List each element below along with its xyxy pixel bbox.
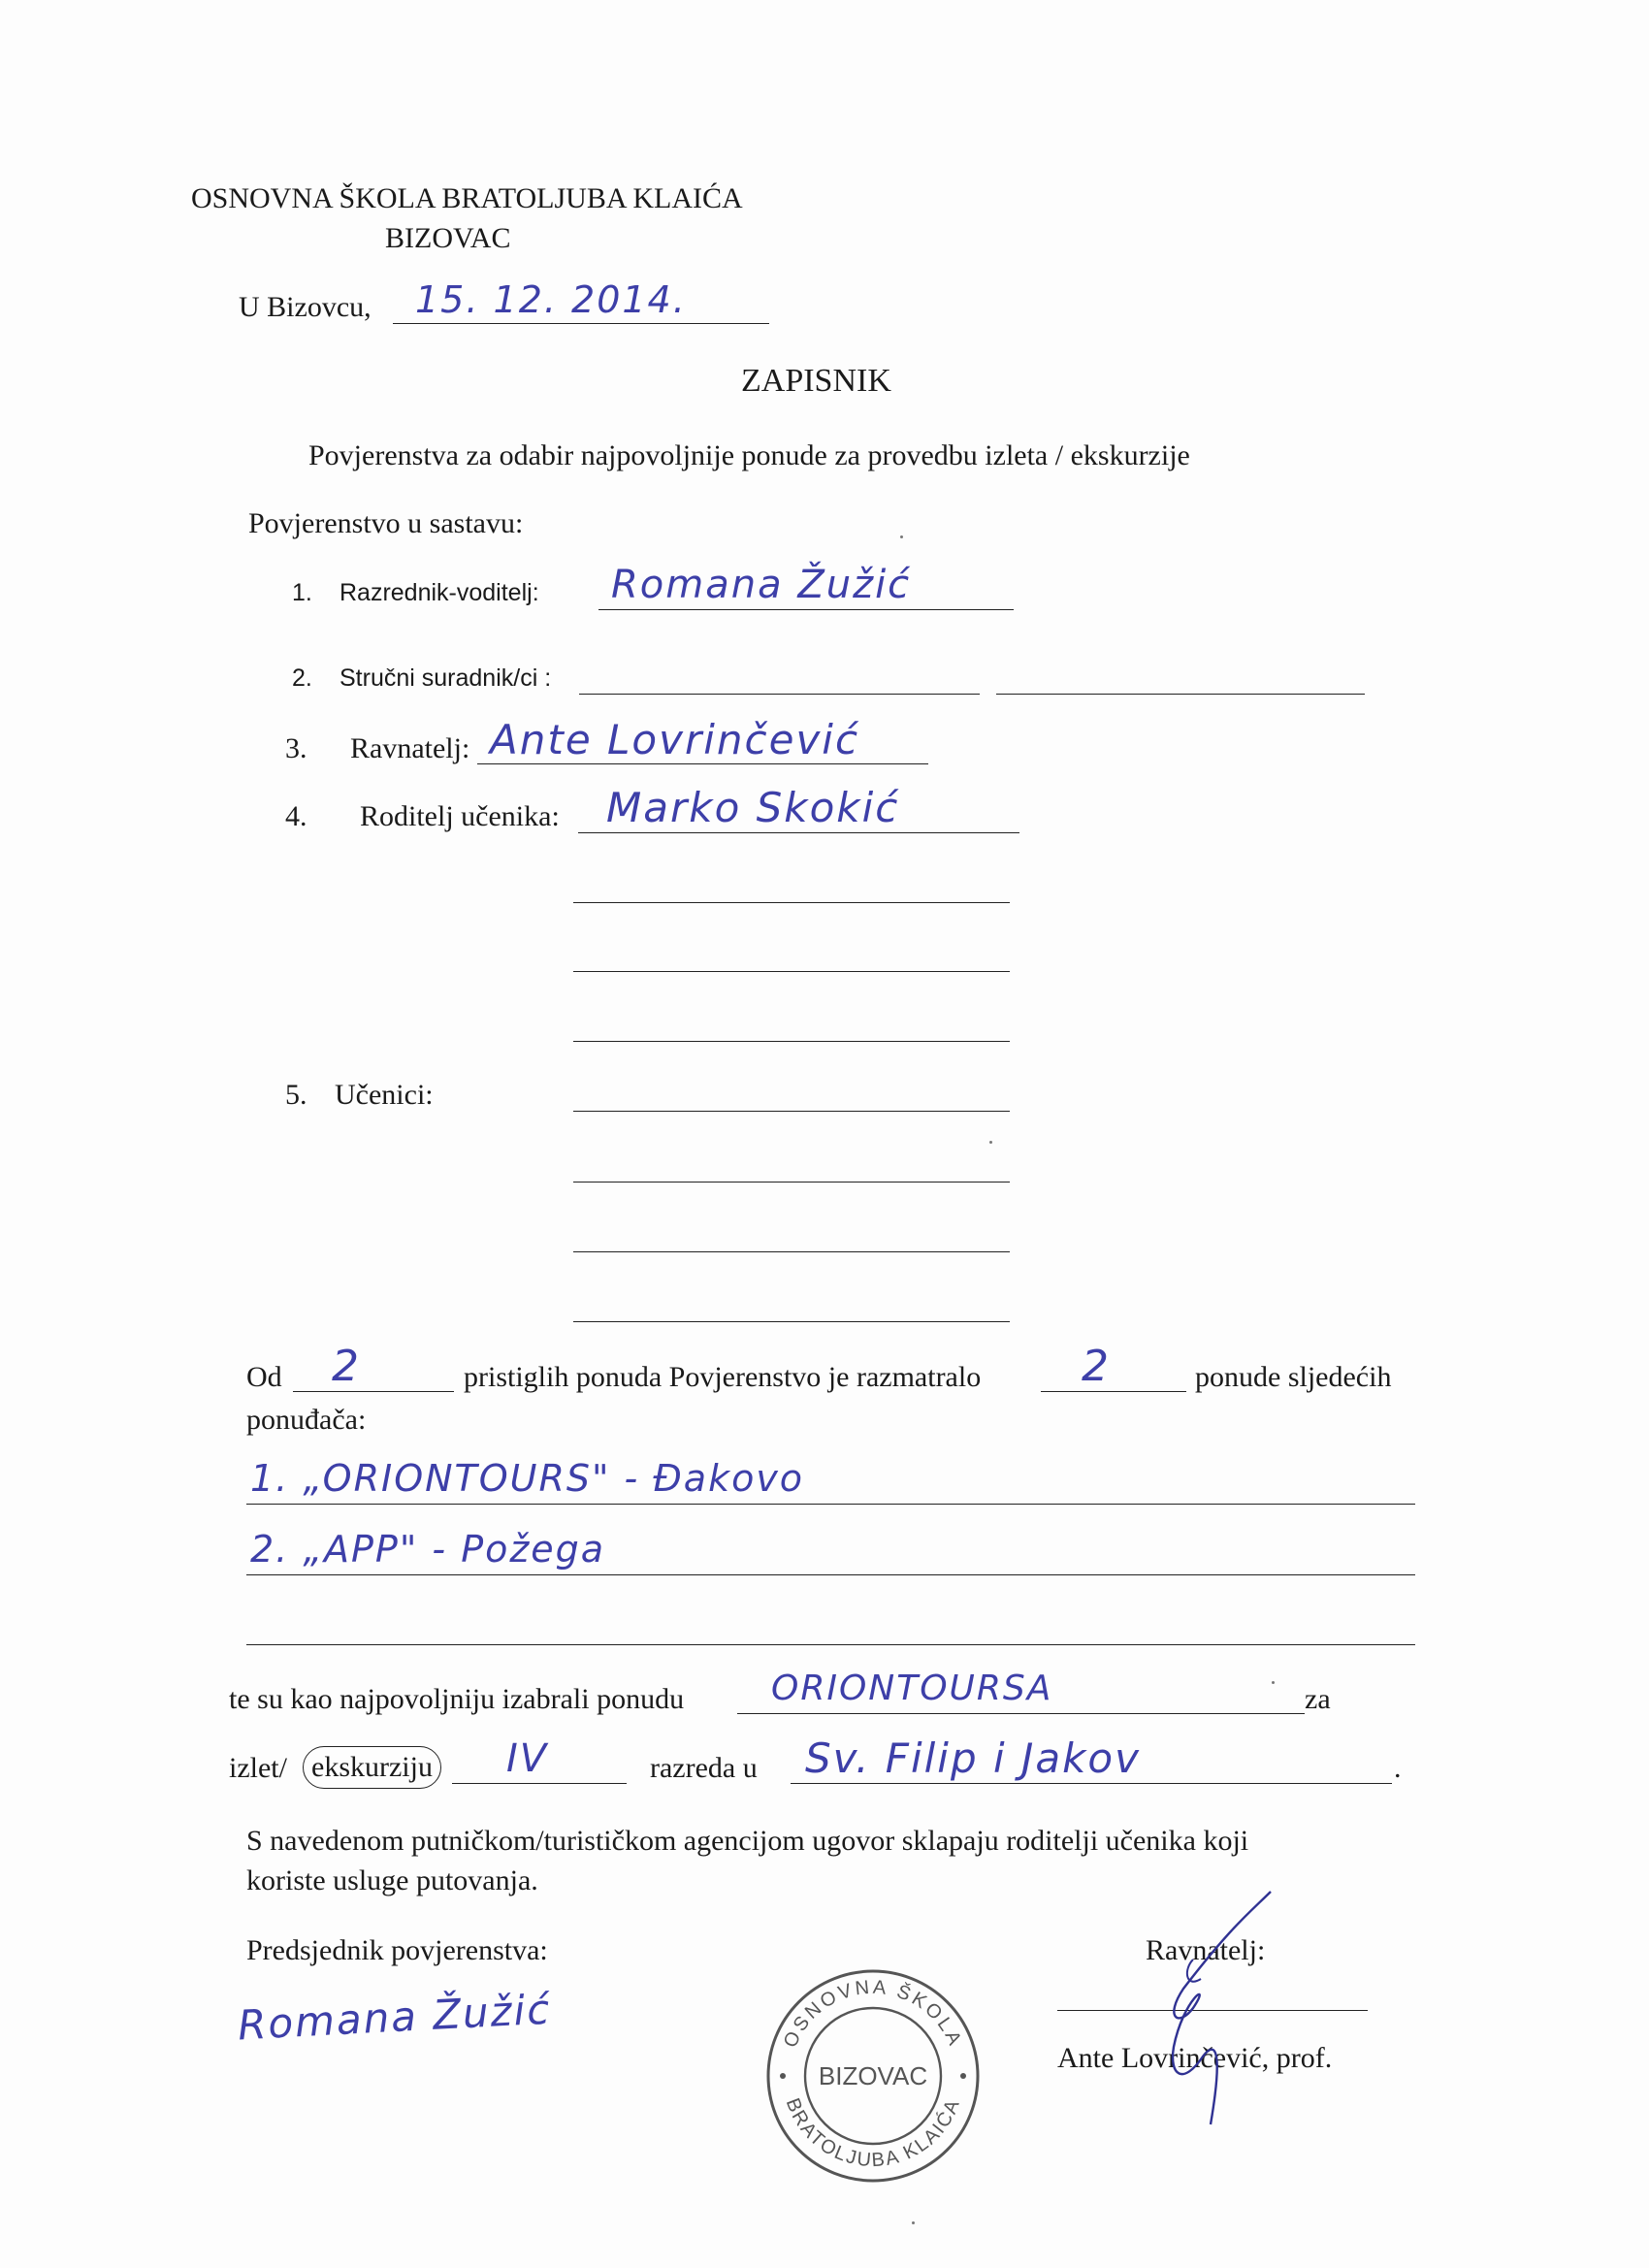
- student-line-3: [573, 1251, 1010, 1252]
- document-subtitle: Povjerenstva za odabir najpovoljnije ponude za provedbu izleta / ekskurzije: [308, 439, 1190, 471]
- president-signature: Romana Žužić: [236, 1985, 553, 2050]
- parent-line-2: [573, 902, 1010, 903]
- school-name: OSNOVNA ŠKOLA BRATOLJUBA KLAIĆA: [191, 182, 743, 214]
- item-1-handwritten: Romana Žužić: [611, 563, 912, 607]
- school-stamp: [761, 1964, 985, 2187]
- stamp-ring-top: OSNOVNA ŠKOLA: [779, 1976, 967, 2052]
- stamp-ring-bottom: BRATOLJUBA KLAIĆA: [781, 2095, 965, 2172]
- grade-handwritten: IV: [506, 1736, 549, 1781]
- item-3-line: [477, 763, 928, 764]
- bidder-line-3: [246, 1644, 1415, 1645]
- selection-period: .: [1394, 1752, 1402, 1784]
- item-2-line-b: [996, 694, 1365, 695]
- item-2-number: 2.: [292, 664, 312, 692]
- destination-handwritten: Sv. Filip i Jakov: [805, 1734, 1141, 1782]
- scan-speck: [1272, 1681, 1275, 1684]
- scan-speck: [912, 2221, 915, 2224]
- received-handwritten: 2: [332, 1342, 361, 1391]
- item-2-label: Stručni suradnik/ci :: [340, 664, 552, 692]
- item-3-label: Ravnatelj:: [350, 732, 470, 764]
- grade-line: [452, 1783, 627, 1784]
- date-handwritten: 15. 12. 2014.: [415, 278, 687, 321]
- student-line-4: [573, 1321, 1010, 1322]
- item-2-line-a: [579, 694, 980, 695]
- item-4-number: 4.: [285, 800, 307, 832]
- offers-end-text: ponude sljedećih: [1195, 1361, 1392, 1393]
- offers-line2: ponuđača:: [246, 1404, 367, 1436]
- selection-text: te su kao najpovoljniju izabrali ponudu: [229, 1683, 685, 1715]
- parent-line-3: [573, 971, 1010, 972]
- item-5-number: 5.: [285, 1079, 307, 1111]
- note-line-2: koriste usluge putovanja.: [246, 1864, 538, 1896]
- item-1-line: [598, 609, 1014, 610]
- document-title: ZAPISNIK: [741, 363, 891, 399]
- director-signature: [1125, 1872, 1300, 2134]
- student-line-2: [573, 1182, 1010, 1183]
- scan-speck: [989, 1141, 992, 1144]
- offers-od: Od: [246, 1361, 282, 1393]
- place-label: U Bizovcu,: [239, 291, 372, 323]
- stamp-center: BIZOVAC: [818, 2061, 928, 2090]
- item-4-line: [578, 832, 1019, 833]
- chosen-line: [737, 1713, 1305, 1714]
- selection-razreda: razreda u: [650, 1752, 758, 1784]
- parent-line-4: [573, 1041, 1010, 1042]
- student-line-1: [573, 1111, 1010, 1112]
- director-label: Ravnatelj:: [1146, 1934, 1266, 1966]
- received-line: [293, 1391, 454, 1392]
- bidder-line-2: [246, 1574, 1415, 1575]
- item-1-number: 1.: [292, 579, 312, 606]
- bidder-2: 2. „APP" - Požega: [250, 1528, 606, 1571]
- bidder-1: 1. „ORIONTOURS" - Đakovo: [250, 1457, 805, 1500]
- ekskurziju-circled: ekskurziju: [303, 1746, 441, 1789]
- item-5-label: Učenici:: [335, 1079, 434, 1111]
- item-3-number: 3.: [285, 732, 307, 764]
- considered-handwritten: 2: [1082, 1342, 1111, 1391]
- scan-speck: [900, 535, 903, 538]
- item-3-handwritten: Ante Lovrinčević: [490, 716, 860, 763]
- selection-izlet: izlet/: [229, 1752, 287, 1784]
- considered-line: [1041, 1391, 1186, 1392]
- director-name: Ante Lovrinčević, prof.: [1057, 2042, 1333, 2074]
- school-town: BIZOVAC: [385, 222, 511, 254]
- date-line: [393, 323, 769, 324]
- item-4-label: Roditelj učenika:: [360, 800, 560, 832]
- president-label: Predsjednik povjerenstva:: [246, 1934, 548, 1966]
- bidder-line-1: [246, 1504, 1415, 1505]
- item-1-label: Razrednik-voditelj:: [340, 579, 539, 606]
- committee-intro: Povjerenstvo u sastavu:: [248, 507, 524, 539]
- destination-line: [791, 1783, 1392, 1784]
- offers-mid-text: pristiglih ponuda Povjerenstvo je razmatralo: [464, 1361, 982, 1393]
- chosen-handwritten: ORIONTOURSA: [771, 1669, 1053, 1708]
- item-4-handwritten: Marko Skokić: [606, 784, 900, 831]
- note-line-1: S navedenom putničkom/turističkom agencijom ugovor sklapaju roditelji učenika koji: [246, 1825, 1249, 1857]
- selection-za: za: [1305, 1683, 1331, 1715]
